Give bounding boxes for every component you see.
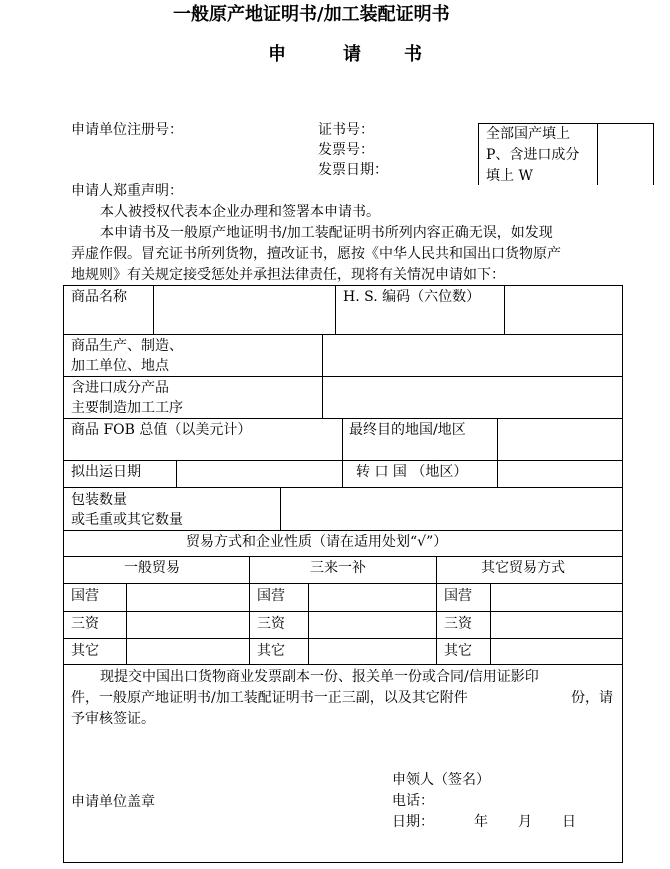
col-divider [153,285,154,334]
declaration-line-3: 地规则》有关规定接受惩处并承担法律责任，现将有关情况申请如下： [71,267,505,283]
col-divider [126,583,127,664]
col-divider [497,460,498,487]
note-line-2: P、含进口成分 [486,147,580,163]
product-name-label: 商品名称 [71,289,127,305]
import-content-label-line-1: 含进口成分产品 [71,380,169,396]
phone-label: 电话： [392,793,434,809]
nature-other: 其它 [257,643,285,659]
submission-text-line-3: 予审核签证。 [71,711,155,727]
trade-col-other: 其它贸易方式 [481,560,565,576]
nature-state-owned: 国营 [257,588,285,604]
row-divider [63,334,623,335]
col-divider [280,487,281,530]
shipment-date-label: 拟出运日期 [71,464,141,480]
col-divider [176,460,177,487]
row-divider [63,664,623,665]
nature-foreign-invested: 三资 [71,616,99,632]
document-title: 一般原产地证明书/加工装配证明书 [173,4,450,25]
nature-foreign-invested: 三资 [257,616,285,632]
col-divider [308,583,309,664]
applicant-signature-label: 申领人（签名） [392,772,490,788]
note-line-1: 全部国产填上 [486,126,570,142]
subtitle-char-1: 申 [268,44,288,65]
col-divider [335,285,336,334]
certificate-number-label: 证书号： [318,122,374,138]
row-divider [63,583,623,584]
row-divider [63,638,623,639]
col-divider [342,418,343,460]
submission-text-copies: 份，请 [571,690,613,706]
producer-label-line-1: 商品生产、制造、 [71,338,183,354]
signature-block [392,770,576,833]
submission-text-line-1: 现提交中国出口货物商业发票副本一份、报关单一份或合同/信用证影印 [100,669,539,685]
note-box-divider [597,123,598,185]
row-divider [63,611,623,612]
note-line-3: 填上 W [486,168,533,184]
row-divider [63,556,623,557]
subtitle-char-2: 请 [343,44,363,65]
note-box-right-border [653,123,654,185]
row-divider [63,418,623,419]
nature-foreign-invested: 三资 [444,616,472,632]
declaration-authorization: 本人被授权代表本企业办理和签署本申请书。 [100,204,380,220]
row-divider [63,376,623,377]
day-label: 日 [562,814,576,830]
date-label: 日期： [392,814,434,830]
declaration-heading: 申请人郑重声明： [71,183,183,199]
trade-method-header: 贸易方式和企业性质（请在适用处划“√”） [186,534,448,550]
col-divider [436,556,437,664]
hs-code-label: H. S. 编码（六位数） [343,289,481,305]
declaration-line-1: 本申请书及一般原产地证明书/加工装配证明书所列内容正确无误，如发现 [100,225,553,241]
month-label: 月 [518,814,532,830]
package-quantity-label-line-2: 或毛重或其它数量 [71,512,183,528]
trade-col-general: 一般贸易 [124,560,180,576]
invoice-number-label: 发票号： [318,142,374,158]
nature-other: 其它 [71,643,99,659]
fob-value-label: 商品 FOB 总值（以美元计） [71,422,252,438]
submission-text-line-2: 件，一般原产地证明书/加工装配证明书一正三副，以及其它附件 [71,690,468,706]
producer-label-line-2: 加工单位、地点 [71,358,169,374]
col-divider [504,285,505,334]
col-divider [322,334,323,418]
row-divider [63,530,623,531]
nature-state-owned: 国营 [444,588,472,604]
registration-number-label: 申请单位注册号： [71,122,183,138]
subtitle-char-3: 书 [404,44,424,65]
package-quantity-label-line-1: 包装数量 [71,492,127,508]
import-content-label-line-2: 主要制造加工工序 [71,400,183,416]
nature-state-owned: 国营 [71,588,99,604]
col-divider [490,583,491,664]
declaration-line-2: 弄虚作假。冒充证书所列货物，擅改证书，愿按《中华人民共和国出口货物原产 [71,246,561,262]
row-divider [63,487,623,488]
note-box-left-border [478,123,479,185]
date-row [392,812,576,833]
destination-label: 最终目的地国/地区 [349,422,466,438]
trade-col-processing: 三来一补 [310,560,366,576]
note-box-top-border [478,123,653,124]
transit-country-label: 转 口 国 （地区） [356,464,468,480]
applicant-seal-label: 申请单位盖章 [71,794,155,810]
nature-other: 其它 [444,643,472,659]
year-label: 年 [474,814,488,830]
col-divider [342,460,343,487]
row-divider [63,460,623,461]
col-divider [249,556,250,664]
invoice-date-label: 发票日期： [318,162,388,178]
col-divider [497,418,498,460]
